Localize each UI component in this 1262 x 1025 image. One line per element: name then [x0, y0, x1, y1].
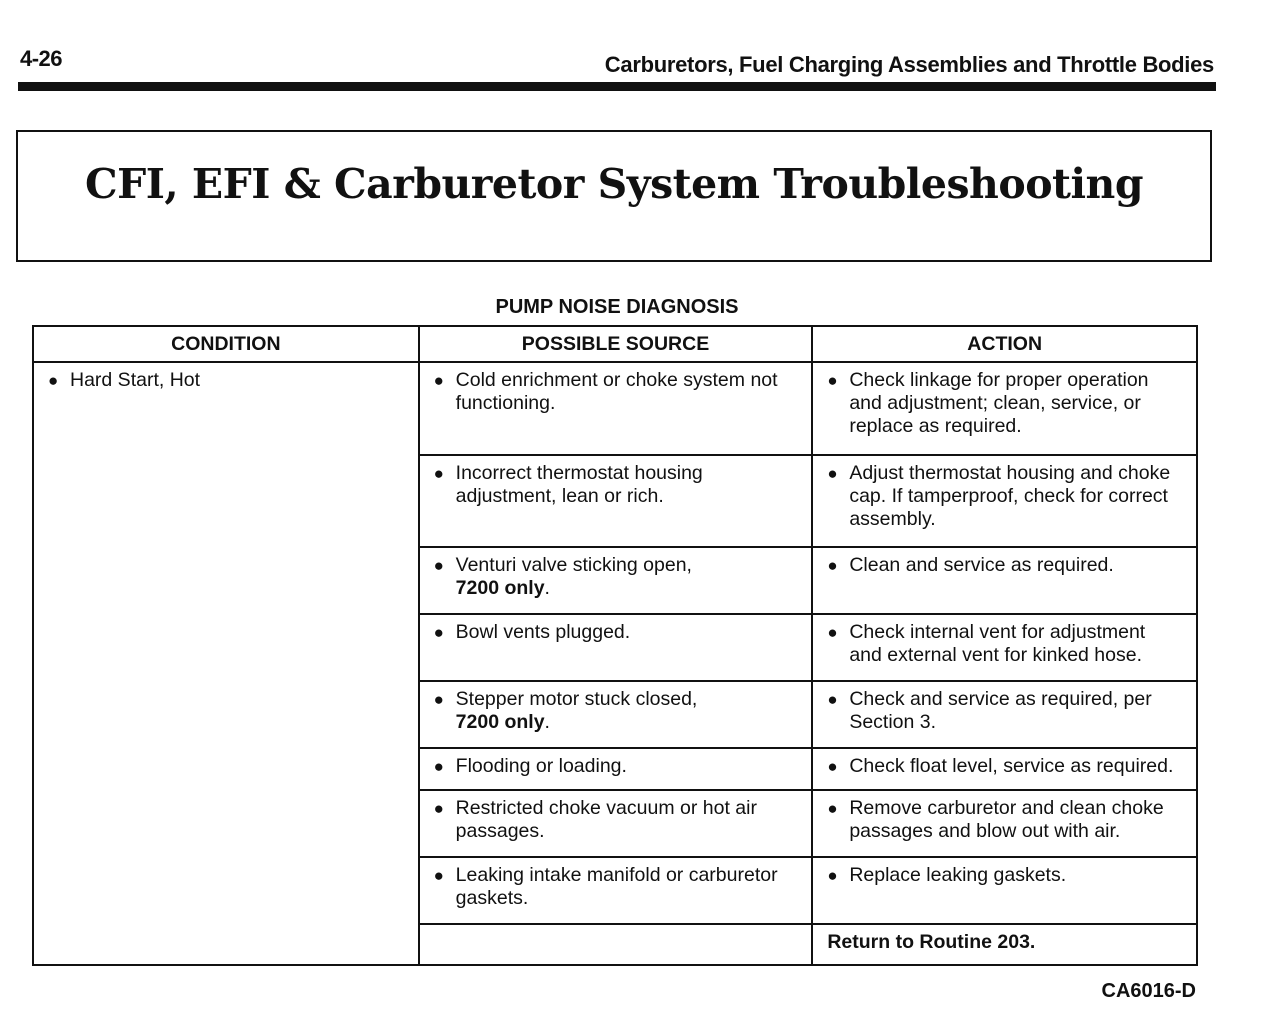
action-text: Check internal vent for adjustment and external vent for kinked hose. — [849, 621, 1146, 667]
source-cell — [419, 748, 813, 789]
source-item — [434, 369, 798, 415]
bullet-icon: ● — [827, 463, 838, 483]
bullet-icon: ● — [827, 757, 838, 777]
figure-code: CA6016-D — [1101, 980, 1196, 1002]
header-rule — [18, 82, 1216, 91]
source-text: Bowl vents plugged. — [455, 621, 631, 644]
table-row — [33, 362, 1197, 455]
action-item — [827, 864, 1182, 887]
table-caption: PUMP NOISE DIAGNOSIS — [495, 296, 739, 318]
source-item — [434, 797, 798, 843]
source-item — [434, 755, 798, 778]
action-text: Remove carburetor and clean choke passages and blow out with air. — [849, 796, 1164, 842]
bullet-icon: ● — [433, 463, 444, 483]
source-cell — [419, 614, 813, 681]
page-title: CFI, EFI & Carburetor System Troubleshooting — [84, 160, 1144, 208]
bullet-icon: ● — [433, 690, 444, 710]
bullet-icon: ● — [827, 865, 838, 885]
source-item: ● Stepper motor stuck closed, 7200 only. — [433, 688, 698, 734]
source-cell-empty — [419, 924, 813, 965]
condition-cell — [33, 362, 419, 965]
action-text: Clean and service as required. — [849, 554, 1114, 577]
bullet-icon: ● — [433, 371, 444, 390]
model-qualifier: 7200 only — [455, 577, 545, 600]
source-item — [434, 462, 798, 508]
bullet-icon: ● — [433, 798, 444, 818]
bullet-icon: ● — [433, 556, 444, 576]
source-cell — [419, 455, 813, 548]
model-qualifier: 7200 only — [455, 711, 545, 734]
source-text: Cold enrichment or choke system not functioning. — [455, 369, 778, 414]
bullet-icon: ● — [433, 623, 444, 643]
source-cell — [419, 857, 813, 924]
column-header-source: POSSIBLE SOURCE — [419, 326, 813, 362]
source-cell — [419, 362, 813, 455]
source-item — [434, 621, 798, 644]
return-routine-text: Return to Routine 203. — [827, 930, 1036, 953]
title-box — [16, 130, 1212, 262]
running-header: Carburetors, Fuel Charging Assemblies and Throttle Bodies — [604, 52, 1214, 77]
column-header-condition: CONDITION — [33, 326, 419, 362]
action-item — [827, 797, 1182, 843]
bullet-icon: ● — [433, 757, 444, 777]
source-cell — [419, 790, 813, 857]
table-header-row — [33, 326, 1197, 362]
bullet-icon: ● — [827, 623, 838, 643]
action-cell — [812, 681, 1197, 748]
source-text: Stepper motor stuck closed, — [455, 688, 698, 711]
action-item — [827, 369, 1182, 438]
bullet-icon: ● — [827, 690, 838, 710]
condition-text: Hard Start, Hot — [70, 369, 201, 391]
action-cell — [812, 790, 1197, 857]
action-cell — [812, 455, 1197, 548]
condition-item — [48, 369, 404, 392]
bullet-icon: ● — [827, 798, 838, 818]
action-item — [827, 688, 1182, 734]
bullet-icon: ● — [433, 865, 444, 885]
action-cell — [812, 362, 1197, 455]
source-text: Restricted choke vacuum or hot air passages. — [455, 796, 757, 842]
source-text: Venturi valve sticking open, — [455, 554, 692, 577]
action-text: Check and service as required, per Section 3. — [849, 688, 1152, 734]
action-item — [827, 621, 1182, 667]
source-text: Leaking intake manifold or carburetor gaskets. — [455, 863, 778, 909]
action-cell — [812, 547, 1197, 614]
action-item — [827, 755, 1182, 778]
diagnosis-table — [32, 325, 1198, 966]
bullet-icon: ● — [827, 371, 838, 390]
action-text: Check float level, service as required. — [849, 755, 1174, 778]
source-cell — [419, 681, 813, 748]
action-cell — [812, 857, 1197, 924]
bullet-icon: ● — [48, 371, 59, 390]
source-text: Incorrect thermostat housing adjustment, lean or rich. — [455, 461, 703, 507]
source-item — [434, 864, 798, 910]
source-text: Flooding or loading. — [455, 755, 627, 778]
bullet-icon: ● — [827, 556, 838, 576]
action-item — [827, 462, 1182, 531]
source-item: ● Venturi valve sticking open, 7200 only. — [433, 554, 692, 600]
page-number: 4-26 — [20, 46, 63, 71]
action-text: Check linkage for proper operation and adjustment; clean, service, or replace as required. — [849, 369, 1149, 437]
action-cell — [812, 924, 1197, 965]
action-text: Replace leaking gaskets. — [849, 863, 1067, 886]
action-text: Adjust thermostat housing and choke cap. If tamperproof, check for correct assembly. — [849, 461, 1171, 530]
action-item — [827, 554, 1182, 577]
action-cell — [812, 614, 1197, 681]
action-cell — [812, 748, 1197, 789]
column-header-action: ACTION — [812, 326, 1197, 362]
source-cell — [419, 547, 813, 614]
